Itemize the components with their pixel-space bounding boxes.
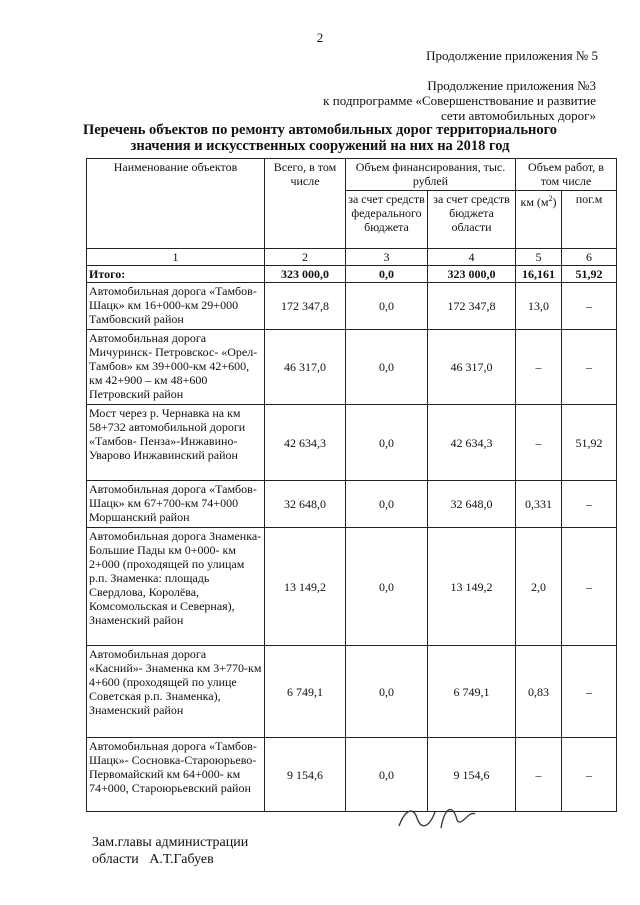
object-name: Автомобильная дорога Знаменка- Большие Пады км 0+000- км 2+000 (проходящей по улицам р.п. Знаменка: площадь Свердлова, Королёва, Комсомольская и Северная), Знаменский район: [87, 528, 265, 646]
col-number: 5: [516, 249, 562, 266]
cell-total: 46 317,0: [265, 330, 346, 405]
header-total: Всего, в том числе: [265, 159, 346, 249]
cell-km: 13,0: [516, 283, 562, 330]
table-row: [87, 481, 617, 528]
cell-km: 0,83: [516, 646, 562, 738]
cell-total: 13 149,2: [265, 528, 346, 646]
cell-federal: 0,0: [346, 481, 428, 528]
col-number: 1: [87, 249, 265, 266]
col-number: 4: [428, 249, 516, 266]
header-km-sup: 2: [548, 194, 553, 203]
object-name: Автомобильная дорога «Тамбов- Шацк»- Сосновка-Староюрьево-Первомайский км 64+000- км 74+000, Староюрьевский район: [87, 738, 265, 812]
cell-regional: 42 634,3: [428, 405, 516, 481]
cell-regional: 46 317,0: [428, 330, 516, 405]
cell-pogm: 51,92: [562, 405, 617, 481]
header-km-suffix: ): [552, 195, 557, 209]
appendix-3-line1: Продолжение приложения №3: [427, 78, 596, 93]
cell-federal: 0,0: [346, 283, 428, 330]
cell-total: 42 634,3: [265, 405, 346, 481]
total-row: [87, 266, 617, 283]
signature-position: Зам.главы администрации: [92, 835, 249, 850]
appendix-3-line2: к подпрограмме «Совершенствование и развитие: [323, 93, 596, 108]
cell-km: –: [516, 738, 562, 812]
appendix-3-note: [323, 78, 596, 123]
cell-federal: 0,0: [346, 330, 428, 405]
cell-pogm: –: [562, 283, 617, 330]
total-total: 323 000,0: [265, 266, 346, 283]
cell-pogm: –: [562, 646, 617, 738]
cell-regional: 6 749,1: [428, 646, 516, 738]
cell-pogm: –: [562, 330, 617, 405]
cell-regional: 172 347,8: [428, 283, 516, 330]
cell-pogm: –: [562, 481, 617, 528]
cell-federal: 0,0: [346, 528, 428, 646]
header-km: [516, 191, 562, 249]
cell-km: –: [516, 405, 562, 481]
table-row: [87, 330, 617, 405]
object-name: Автомобильная дорога «Тамбов- Шацк» км 67+700-км 74+000 Моршанский район: [87, 481, 265, 528]
total-regional: 323 000,0: [428, 266, 516, 283]
cell-km: 2,0: [516, 528, 562, 646]
handwritten-signature: [395, 800, 515, 830]
objects-table: [86, 158, 617, 812]
title-line2: значения и искусственных сооружений на них на 2018 год: [130, 138, 510, 154]
header-km-prefix: км (м: [520, 195, 549, 209]
object-name: Мост через р. Чернавка на км 58+732 автомобильной дороги «Тамбов- Пенза»-Инжавино- Уварово Инжавинский район: [87, 405, 265, 481]
cell-pogm: –: [562, 738, 617, 812]
header-works: Объем работ, в том числе: [516, 159, 617, 191]
header-federal: за счет средств федерального бюджета: [346, 191, 428, 249]
cell-federal: 0,0: [346, 405, 428, 481]
cell-regional: 32 648,0: [428, 481, 516, 528]
cell-pogm: –: [562, 528, 617, 646]
col-number: 2: [265, 249, 346, 266]
header-regional: за счет средств бюджета области: [428, 191, 516, 249]
appendix-5-note: Продолжение приложения № 5: [426, 48, 598, 63]
cell-regional: 13 149,2: [428, 528, 516, 646]
cell-total: 172 347,8: [265, 283, 346, 330]
cell-km: 0,331: [516, 481, 562, 528]
cell-federal: 0,0: [346, 738, 428, 812]
total-km: 16,161: [516, 266, 562, 283]
cell-total: 6 749,1: [265, 646, 346, 738]
total-pogm: 51,92: [562, 266, 617, 283]
table-row: [87, 738, 617, 812]
table-row: [87, 283, 617, 330]
signature-block: [92, 834, 248, 868]
table-row: [87, 646, 617, 738]
object-name: Автомобильная дорога «Тамбов- Шацк» км 16+000-км 29+000 Тамбовский район: [87, 283, 265, 330]
object-name: Автомобильная дорога Мичуринск- Петровскос- «Орел- Тамбов» км 39+000-км 42+600, км 42+900 – км 48+600 Петровский район: [87, 330, 265, 405]
total-federal: 0,0: [346, 266, 428, 283]
document-title: [60, 122, 580, 154]
header-name: Наименование объектов: [87, 159, 265, 249]
page-number: 2: [316, 30, 324, 45]
header-pogm: пог.м: [562, 191, 617, 249]
col-number: 3: [346, 249, 428, 266]
cell-km: –: [516, 330, 562, 405]
cell-regional: 9 154,6: [428, 738, 516, 812]
signature-name: области А.Т.Габуев: [92, 852, 214, 867]
cell-total: 32 648,0: [265, 481, 346, 528]
cell-total: 9 154,6: [265, 738, 346, 812]
object-name: Автомобильная дорога «Касний»- Знаменка км 3+770-км 4+600 (проходящей по улице Советская р.п. Знаменка), Знаменский район: [87, 646, 265, 738]
table-row: [87, 528, 617, 646]
total-label: Итого:: [87, 266, 265, 283]
col-number: 6: [562, 249, 617, 266]
appendix-3-line3: сети автомобильных дорог»: [440, 108, 596, 123]
cell-federal: 0,0: [346, 646, 428, 738]
header-financing: Объем финансирования, тыс. рублей: [346, 159, 516, 191]
title-line1: Перечень объектов по ремонту автомобильных дорог территориального: [82, 122, 558, 138]
table-row: [87, 405, 617, 481]
